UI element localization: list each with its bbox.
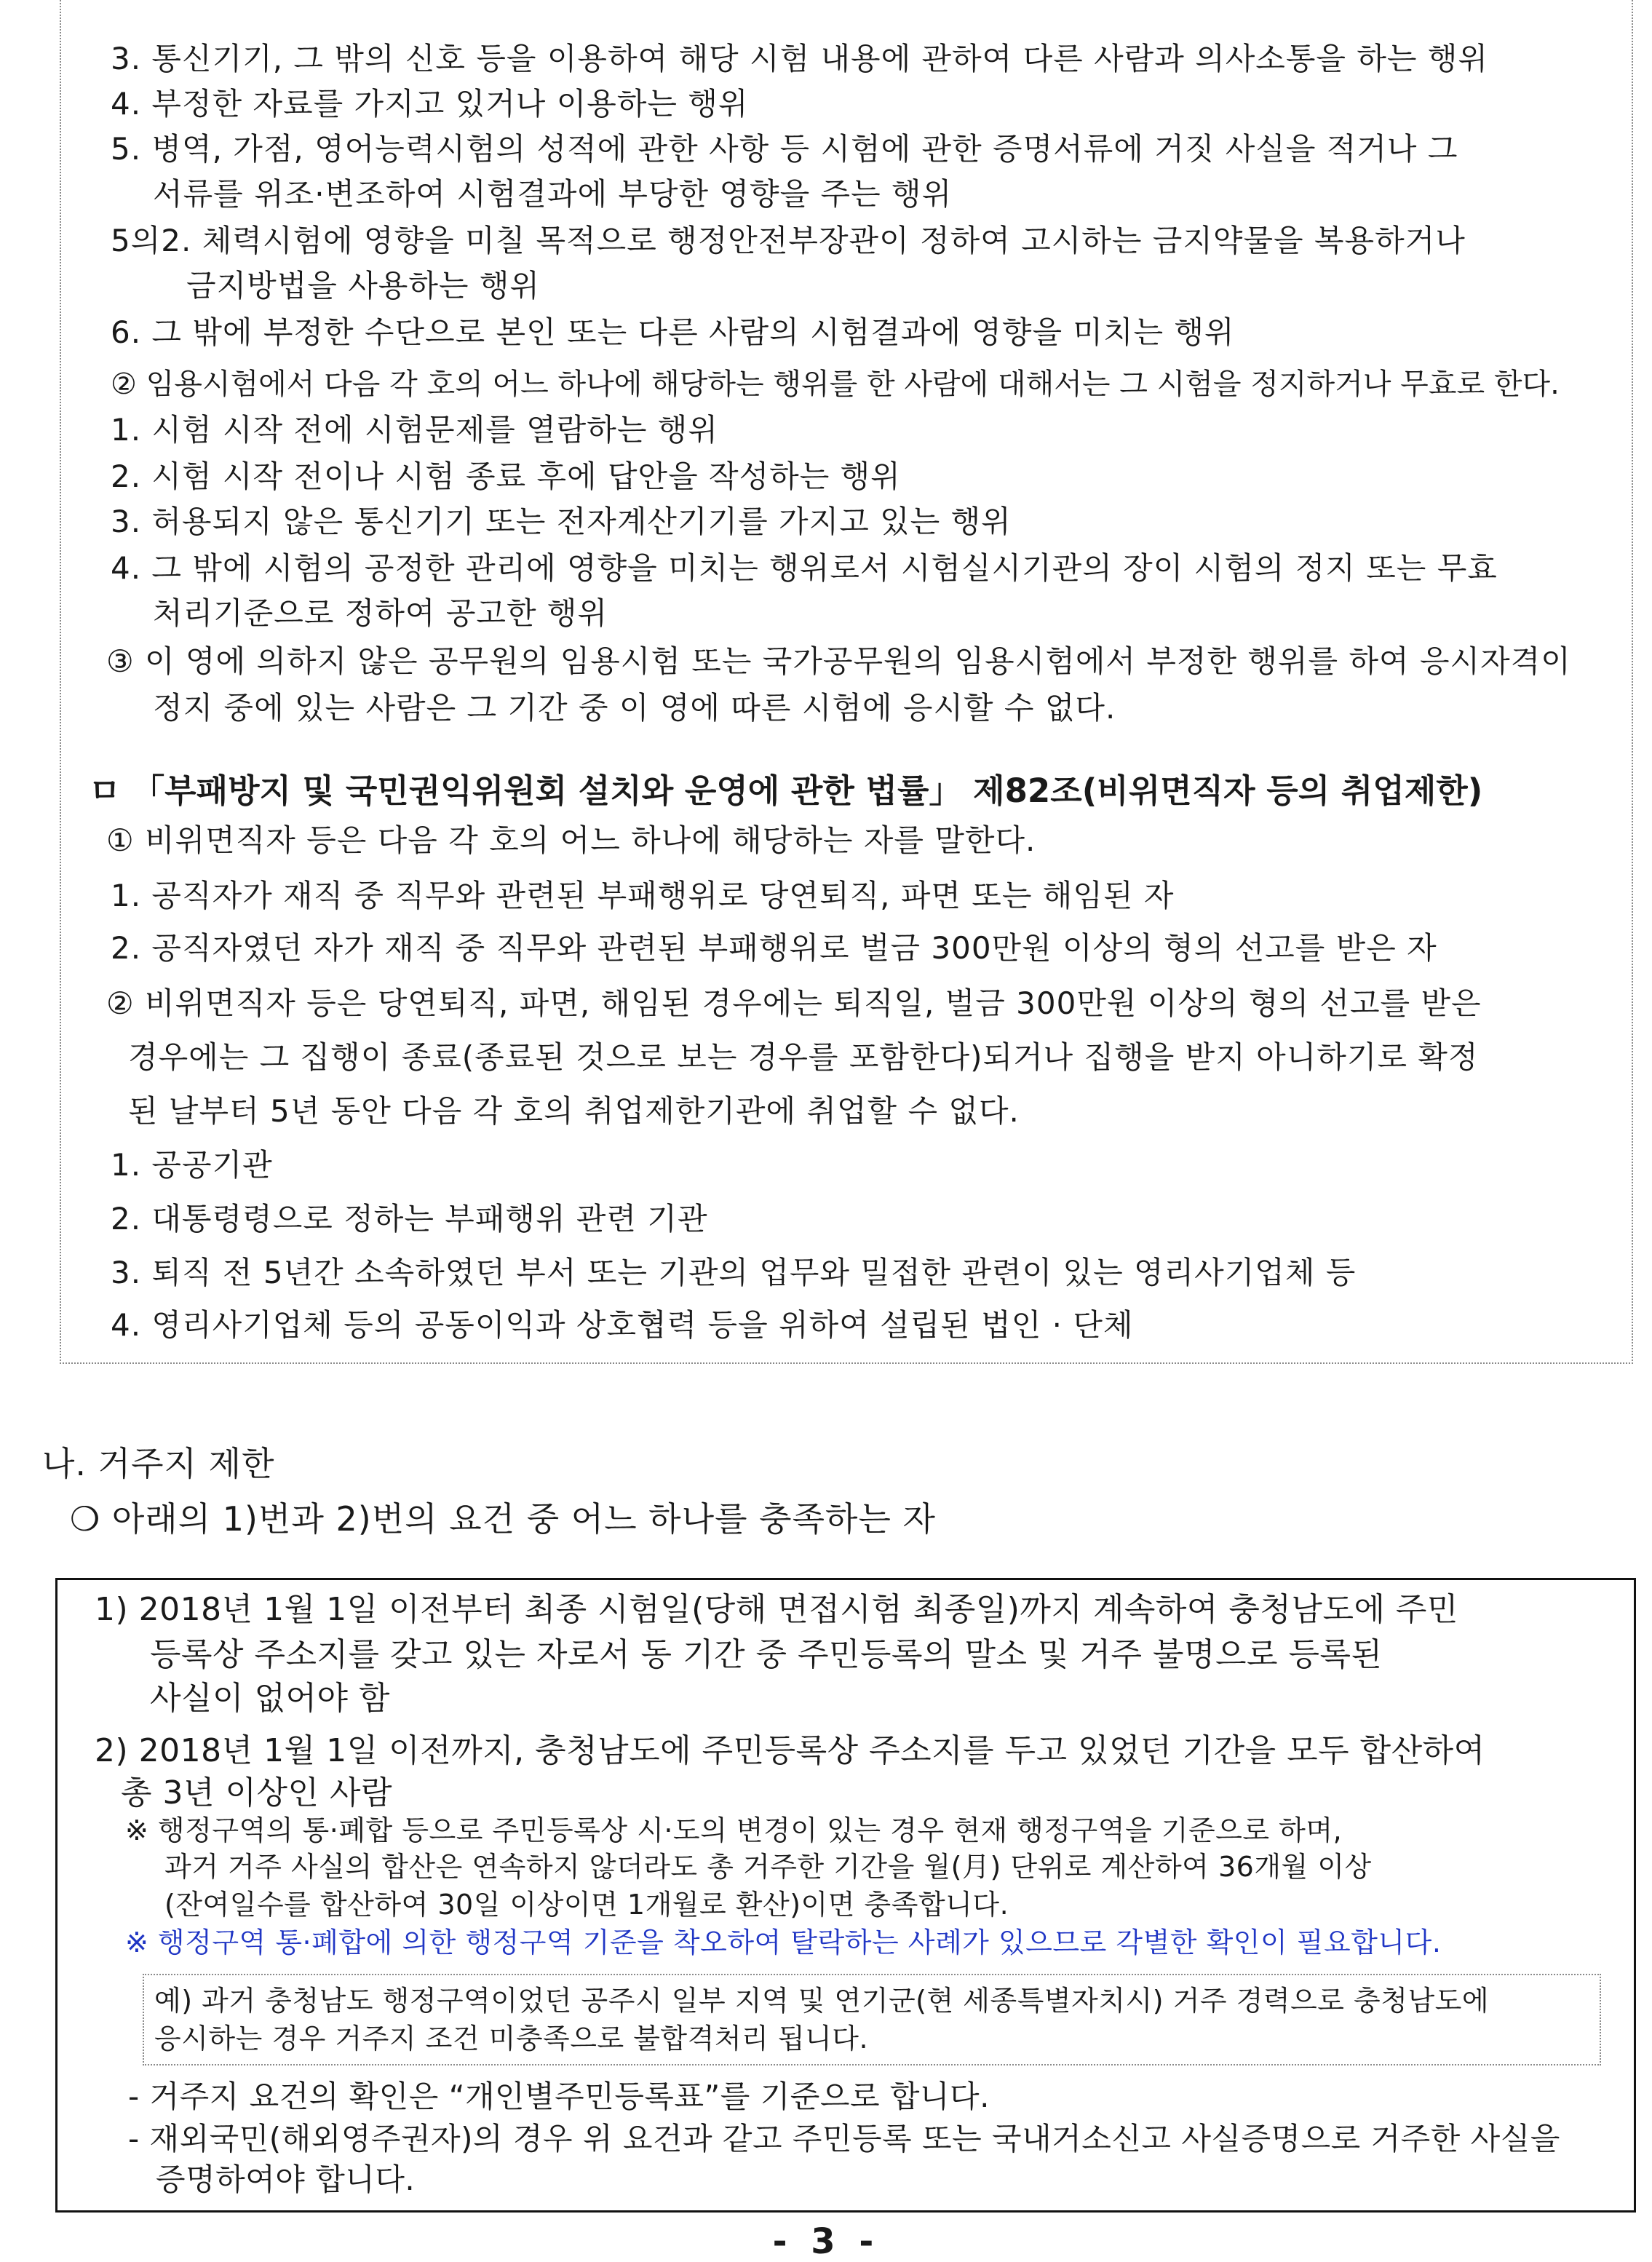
requirement-line: 사실이 없어야 함 — [150, 1680, 390, 1717]
regulation-item: ③ 이 영에 의하지 않은 공무원의 임용시험 또는 국가공무원의 임용시험에서 부정한 행위를 하여 응시자격이 — [106, 643, 1571, 679]
regulation-item: ② 임용시험에서 다음 각 호의 어느 하나에 해당하는 행위를 한 사람에 대해서는 그 시험을 정지하거나 무효로 한다. — [111, 368, 1560, 401]
requirement-line: 등록상 주소지를 갖고 있는 자로서 동 기간 중 주민등록의 말소 및 거주 불명으로 등록된 — [150, 1636, 1383, 1673]
warning-note: ※ 행정구역 통·폐합에 의한 행정구역 기준을 착오하여 탈락하는 사례가 있으므로 각별한 확인이 필요합니다. — [125, 1926, 1442, 1959]
regulation-item: 정지 중에 있는 사람은 그 기간 중 이 영에 따른 시험에 응시할 수 없다. — [153, 690, 1116, 726]
regulation-item: 3. 통신기기, 그 밖의 신호 등을 이용하여 해당 시험 내용에 관하여 다른 사람과 의사소통을 하는 행위 — [111, 41, 1488, 76]
regulation-item: 3. 허용되지 않은 통신기기 또는 전자계산기기를 가지고 있는 행위 — [111, 504, 1012, 539]
regulation-item: 처리기준으로 정하여 공고한 행위 — [153, 595, 608, 631]
regulation-item: 6. 그 밖에 부정한 수단으로 본인 또는 다른 사람의 시험결과에 영향을 미치는 행위 — [111, 314, 1235, 350]
page-number: - 3 - — [772, 2221, 880, 2262]
regulation-item: 5. 병역, 가점, 영어능력시험의 성적에 관한 사항 등 시험에 관한 증명서류에 거짓 사실을 적거나 그 — [111, 131, 1458, 167]
regulation-item: 금지방법을 사용하는 행위 — [186, 268, 540, 303]
law-item: 2. 공직자였던 자가 재직 중 직무와 관련된 부패행위로 벌금 300만원 이상의 형의 선고를 받은 자 — [111, 930, 1437, 966]
example-line: 응시하는 경우 거주지 조건 미충족으로 불합격처리 됩니다. — [154, 2023, 869, 2055]
law-item: 1. 공공기관 — [111, 1147, 273, 1183]
regulation-item: 4. 그 밖에 시험의 공정한 관리에 영향을 미치는 행위로서 시험실시기관의 장이 시험의 정지 또는 무효 — [111, 550, 1498, 586]
law-item: 된 날부터 5년 동안 다음 각 호의 취업제한기관에 취업할 수 없다. — [128, 1093, 1020, 1129]
requirement-line: 1) 2018년 1월 1일 이전부터 최종 시험일(당해 면접시험 최종일)까지 계속하여 충청남도에 주민 — [95, 1591, 1458, 1628]
law-heading: ㅁ 「부패방지 및 국민권익위원회 설치와 운영에 관한 법률」 제82조(비위면직자 등의 취업제한) — [89, 771, 1483, 810]
residence-note: 과거 거주 사실의 합산은 연속하지 않더라도 총 거주한 기간을 월(月) 단위로 계산하여 36개월 이상 — [164, 1851, 1372, 1883]
regulation-item: 1. 시험 시작 전에 시험문제를 열람하는 행위 — [111, 412, 718, 448]
law-item: 4. 영리사기업체 등의 공동이익과 상호협력 등을 위하여 설립된 법인 · 단체 — [111, 1307, 1134, 1343]
law-item: ② 비위면직자 등은 당연퇴직, 파면, 해임된 경우에는 퇴직일, 벌금 300만원 이상의 형의 선고를 받은 — [106, 985, 1482, 1021]
example-line: 예) 과거 충청남도 행정구역이었던 공주시 일부 지역 및 연기군(현 세종특별자치시) 거주 경력으로 충청남도에 — [154, 1985, 1490, 2017]
regulation-item: 서류를 위조·변조하여 시험결과에 부당한 영향을 주는 행위 — [153, 176, 953, 212]
regulation-item: 2. 시험 시작 전이나 시험 종료 후에 답안을 작성하는 행위 — [111, 459, 901, 494]
law-item: 경우에는 그 집행이 종료(종료된 것으로 보는 경우를 포함한다)되거나 집행을 받지 아니하기로 확정 — [128, 1039, 1479, 1075]
requirement-line: 2) 2018년 1월 1일 이전까지, 충청남도에 주민등록상 주소지를 두고 있었던 기간을 모두 합산하여 — [95, 1732, 1485, 1769]
section-title: 나. 거주지 제한 — [42, 1444, 275, 1483]
law-item: 2. 대통령령으로 정하는 부패행위 관련 기관 — [111, 1201, 708, 1237]
bullet-line: 증명하여야 합니다. — [156, 2162, 416, 2197]
law-item: ① 비위면직자 등은 다음 각 호의 어느 하나에 해당하는 자를 말한다. — [106, 822, 1036, 858]
regulation-item: 5의2. 체력시험에 영향을 미칠 목적으로 행정안전부장관이 정하여 고시하는 금지약물을 복용하거나 — [111, 223, 1466, 258]
regulation-item: 4. 부정한 자료를 가지고 있거나 이용하는 행위 — [111, 86, 749, 122]
law-item: 1. 공직자가 재직 중 직무와 관련된 부패행위로 당연퇴직, 파면 또는 해임된 자 — [111, 878, 1175, 913]
requirement-line: 총 3년 이상인 사람 — [121, 1774, 392, 1811]
bullet-line: - 거주지 요건의 확인은 “개인별주민등록표”를 기준으로 합니다. — [128, 2079, 990, 2114]
residence-note: ※ 행정구역의 통·폐합 등으로 주민등록상 시·도의 변경이 있는 경우 현재 행정구역을 기준으로 하며, — [125, 1814, 1343, 1846]
residence-note: (잔여일수를 합산하여 30일 이상이면 1개월로 환산)이면 충족합니다. — [164, 1889, 1009, 1921]
bullet-line: - 재외국민(해외영주권자)의 경우 위 요건과 같고 주민등록 또는 국내거소신고 사실증명으로 거주한 사실을 — [128, 2121, 1560, 2156]
law-item: 3. 퇴직 전 5년간 소속하였던 부서 또는 기관의 업무와 밀접한 관련이 있는 영리사기업체 등 — [111, 1255, 1357, 1290]
section-subtitle: ❍ 아래의 1)번과 2)번의 요건 중 어느 하나를 충족하는 자 — [70, 1499, 936, 1539]
